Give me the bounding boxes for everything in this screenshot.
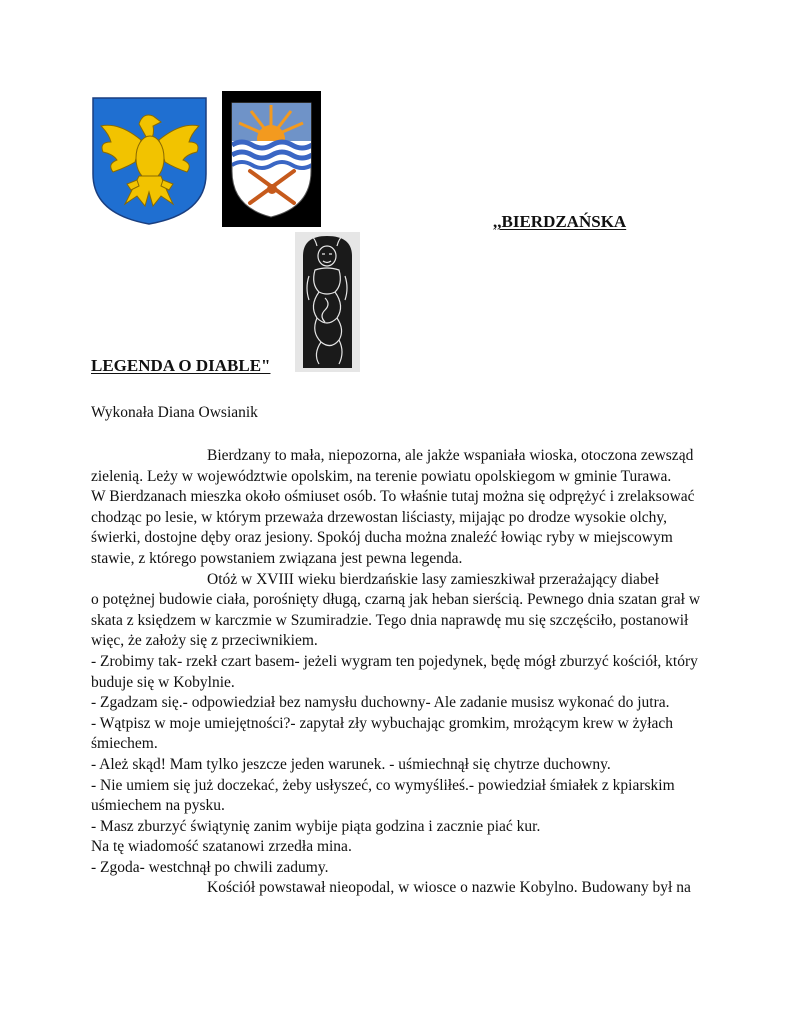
story-body	[91, 446, 711, 899]
crest-opolskie	[91, 96, 208, 226]
dialogue-line: - Ależ skąd! Mam tylko jeszcze jeden warunek. - uśmiechnął się chytrze duchowny.	[91, 755, 611, 773]
dialogue-line: - Zgadzam się.- odpowiedział bez namysłu duchowny- Ale zadanie musisz wykonać do jutra.	[91, 694, 670, 712]
dialogue-line: - Nie umiem się już doczekać, żeby usłyszeć, co wymyśliłeś.- powiedział śmiałek z kpiarskim uśmiechem na pysku.	[91, 776, 675, 815]
title-part1: ,,BIERDZAŃSKA	[493, 212, 627, 231]
dialogue-line: - Masz zburzyć świątynię zanim wybije piąta godzina i zacznie piać kur.	[91, 817, 541, 835]
devil-engraving-icon	[295, 232, 360, 372]
story-paragraph: Kościół powstawał nieopodal, w wiosce o nazwie Kobylno. Budowany był na	[207, 879, 691, 897]
dialogue-line: - Zrobimy tak- rzekł czart basem- jeżeli wygram ten pojedynek, będę mógł zburzyć kościół, który buduje się w Kobylnie.	[91, 652, 698, 691]
story-paragraph: o potężnej budowie ciała, porośnięty długą, czarną jak heban sierścią. Pewnego dnia szatan grał w skata z księdzem w karczmie w Szumiradzie. Tego dnia naprawdę mu się szczęściło, postanowił więc, że założy się z przeciwnikiem.	[91, 591, 701, 650]
story-paragraph: W Bierdzanach mieszka około ośmiuset osób. To właśnie tutaj można się odprężyć i zrelaksować chodząc po lesie, w którym przeważa drzewostan liściasty, mijając po drodze wysokie olchy, świerki, dostojne dęby oraz jesiony. Spokój ducha można znaleźć łowiąc ryby w miejscowym stawie, z którego powstaniem związana jest pewna legenda.	[91, 488, 695, 567]
crest-turawa	[222, 91, 321, 227]
eagle-crest-icon	[91, 96, 208, 226]
dialogue-line: - Wątpisz w moje umiejętności?- zapytał zły wybuchając gromkim, mrożącym krew w żyłach śmiechem.	[91, 714, 674, 753]
story-paragraph: Na tę wiadomość szatanowi zrzedła mina.	[91, 838, 352, 856]
story-paragraph: Otóż w XVIII wieku bierdzańskie lasy zamieszkiwał przerażający diabeł	[207, 570, 659, 588]
sun-waves-crest-icon	[222, 91, 321, 227]
devil-illustration	[295, 232, 360, 372]
dialogue-line: - Zgoda- westchnął po chwili zadumy.	[91, 858, 329, 876]
author-line: Wykonała Diana Owsianik	[91, 404, 258, 421]
story-paragraph: Bierdzany to mała, niepozorna, ale jakże wspaniała wioska, otoczona zewsząd zielenią. Leży w województwie opolskim, na terenie powiatu opolskiegom w gminie Turawa.	[91, 447, 694, 485]
title-part2: LEGENDA O DIABLE"	[91, 356, 271, 375]
